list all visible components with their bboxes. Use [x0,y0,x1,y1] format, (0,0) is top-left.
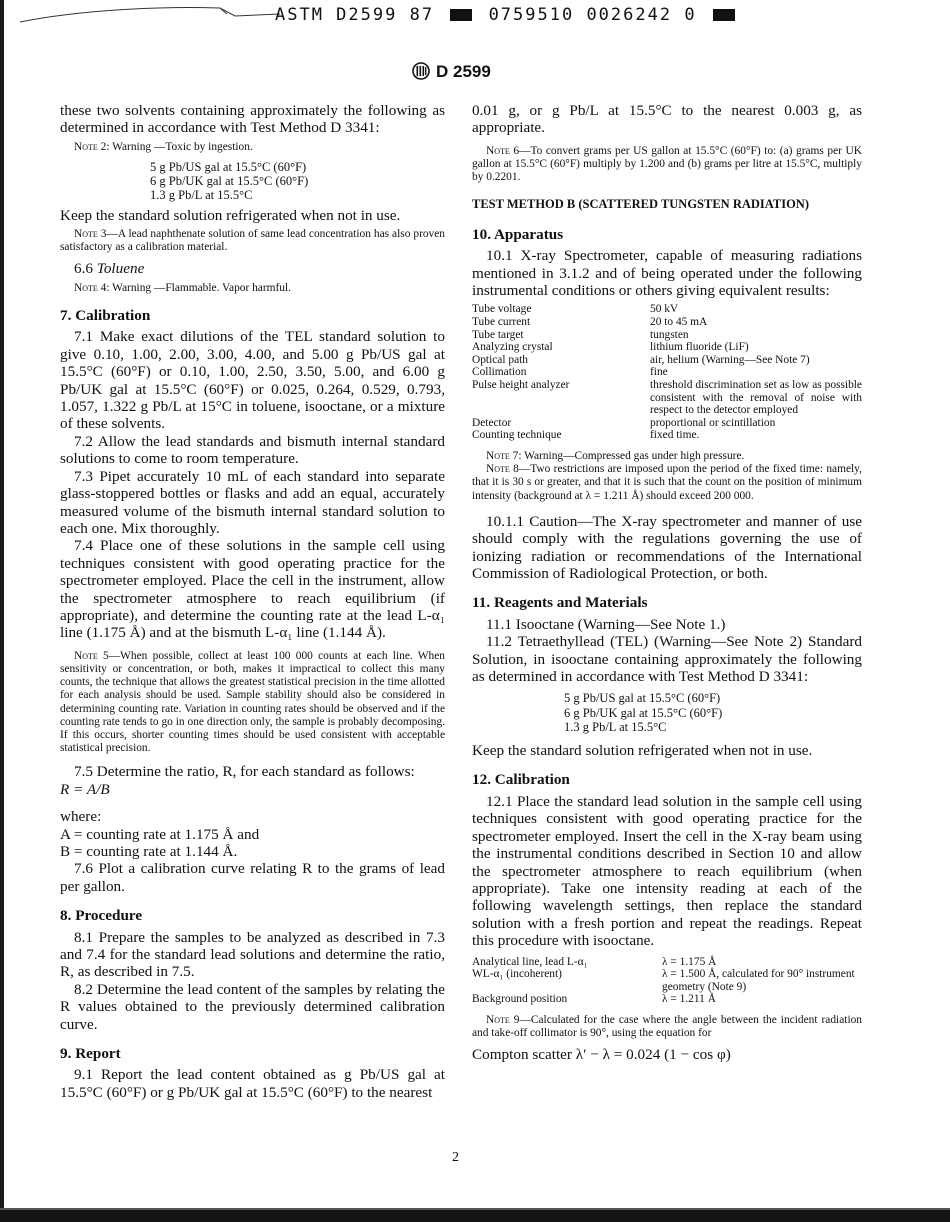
table-row [472,429,862,442]
table-row [472,329,862,342]
right-column [472,102,862,1064]
paragraph-6-6 [60,260,445,277]
parameter-value: air, helium (Warning—See Note 7) [650,353,810,366]
parameter-value: λ = 1.211 Å [662,993,716,1006]
note-8 [472,463,862,503]
concentration-list [60,160,445,203]
parameter-name: Tube voltage [472,303,532,316]
paragraph-11-1: 11.1 Isooctane (Warning—See Note 1.) [486,615,726,633]
paragraph-9-1: 9.1 Report the lead content obtained as g Pb/US gal at 15.5°C (60°F) or g Pb/UK gal at 15.5°C (60°F) to the nearest [60,1066,445,1101]
page-title [412,62,491,82]
concentration-item: 5 g Pb/US gal at 15.5°C (60°F) [150,160,307,175]
note-label: Note 3 [74,228,107,241]
parameter-value: fine [650,366,668,379]
note-text: Warning —Toxic by ingestion. [109,140,253,153]
note-text: —To convert grams per US gallon at 15.5°C (60°F) to: (a) grams per UK gallon at 15.5°C (60°F) multiply by 1.200 and (b) grams per litre at 15.5°C, multiply by 0.2201. [472,144,862,184]
paragraph-7-2: 7.2 Allow the lead standards and bismuth internal standard solutions to come to room temperature. [60,432,445,468]
note-label: Note 4: [74,281,110,294]
parameter-name: Counting technique [472,429,562,442]
scan-code-a: ASTM D2599 87 [275,5,435,25]
parameter-name: Background position [472,993,568,1006]
concentration-item: 6 g Pb/UK gal at 15.5°C (60°F) [564,705,723,720]
table-row [472,303,862,316]
where-label: where: [60,808,102,826]
note-5 [60,650,445,756]
keep-refrigerated: Keep the standard solution refrigerated when not in use. [60,206,401,224]
definition-b: B = counting rate at 1.144 Å. [60,843,238,861]
parameter-value: λ = 1.500 Å, calculated for 90° instrument geometry (Note 9) [662,968,855,993]
section-heading-11: 11. Reagents and Materials [472,594,648,612]
wavelength-settings-table [472,956,862,1006]
table-row [472,993,862,1006]
table-row [472,366,862,379]
para-number: 6.6 [74,260,97,278]
note-label: Note 7: [486,449,522,462]
scan-edge-bottom [0,1210,950,1222]
parameter-value: proportional or scintillation [650,416,776,429]
concentration-item: 5 g Pb/US gal at 15.5°C (60°F) [564,691,721,706]
paragraph-8-1: 8.1 Prepare the samples to be analyzed as described in 7.3 and 7.4 for the standard lead solutions and determine the ratio, R, as described in 7.5. [60,928,445,981]
concentration-item: 1.3 g Pb/L at 15.5°C [564,719,667,734]
table-row [472,341,862,354]
keep-refrigerated: Keep the standard solution refrigerated when not in use. [472,742,813,760]
section-heading-7: 7. Calibration [60,307,151,325]
scan-header-line [0,0,950,32]
note-7 [472,450,862,463]
note-3 [60,228,445,254]
concentration-item: 6 g Pb/UK gal at 15.5°C (60°F) [150,174,309,189]
table-row [472,354,862,367]
note-4 [60,282,445,295]
note-text: —Calculated for the case where the angle between the incident radiation and take-off collimator is 90°, using the equation for [472,1013,862,1040]
parameter-name: Analyzing crystal [472,341,553,354]
note-text: —A lead naphthenate solution of same lead concentration has also proven satisfactory as a calibration material. [60,228,446,254]
parameter-name: Detector [472,416,512,429]
parameter-name: Tube target [472,328,524,341]
table-row [472,956,862,969]
parameter-value: 50 kV [650,303,679,316]
note-text: —When possible, collect at least 100 000 counts at each line. When sensitivity or concentration, or both, makes it impractical to collect this many counts, the technique that allows the greatest statistical precision in the time allotted for each analysis should be used. Sample stability should also be considered in determining counting rate. Variation in counting rates should be observed and if the counting rate tends to go in one direction only, the sample is probably decomposing. If this occurs, shorter counting times should be used consistent with acceptable statistical precision. [60,649,445,755]
parameter-name: Optical path [472,353,528,366]
test-method-b-title: TEST METHOD B (SCATTERED TUNGSTEN RADIATION) [472,197,809,212]
note-label: Note 8 [486,463,519,476]
page-number: 2 [452,1150,459,1165]
section-heading-12: 12. Calibration [472,771,570,789]
parameter-value: λ = 1.175 Å [662,955,717,968]
concentration-list [472,691,862,734]
parameter-value: lithium fluoride (LiF) [650,341,749,354]
instrument-conditions-table [472,303,862,442]
paragraph-10-1: 10.1 X-ray Spectrometer, capable of measuring radiations mentioned in 3.1.2 and of being operated under the following instrumental conditions or others giving equivalent results: [472,247,862,300]
scan-edge-left [0,0,4,1222]
note-label: Note 5 [74,649,109,662]
designation: D 2599 [436,62,491,81]
paragraph-11-2: 11.2 Tetraethyllead (TEL) (Warning—See Note 2) Standard Solution, in isooctane containing approximately the following as determined in accordance with Test Method D 3341: [472,633,862,686]
scan-code [275,5,739,25]
note-text: —Two restrictions are imposed upon the period of the fixed time: namely, that it is 30 s or greater, and that it is such that the count on the position of minimum intensity (background at λ = 1.211 Å) should exceed 200 000. [472,463,862,502]
table-row [472,417,862,430]
compton-equation: Compton scatter λ′ − λ = 0.024 (1 − cos φ) [472,1046,731,1064]
definition-a: A = counting rate at 1.175 Å and [60,825,260,843]
note-text: Warning—Compressed gas under high pressure. [521,449,745,462]
concentration-item: 1.3 g Pb/L at 15.5°C [150,188,253,203]
table-row [472,379,862,417]
astm-logo-icon [412,62,430,80]
paragraph-12-1: 12.1 Place the standard lead solution in the sample cell using techniques consistent with good operating practice for the spectrometer employed. Insert the cell in the X-ray beam using the instrumental conditions described in Section 10 and allow the spectrometer atmosphere to reach equilibrium (when appropriate). Take one intensity reading at each of the following wavelength settings, then replace the standard solution with a fresh portion and repeat the readings. Repeat this procedure with isooctane. [472,792,862,950]
redaction-block [713,9,735,21]
table-row [472,968,862,993]
parameter-name: WL-α₁ (incoherent) [472,968,562,981]
note-label: Note 6 [486,144,520,157]
note-label: Note 9 [486,1013,520,1026]
paragraph-8-2: 8.2 Determine the lead content of the samples by relating the R values obtained to the previously determined calibration curve. [60,980,445,1033]
section-heading-10: 10. Apparatus [472,225,564,243]
parameter-value: fixed time. [650,429,700,442]
parameter-name: Tube current [472,316,531,329]
continued-text: 0.01 g, or g Pb/L at 15.5°C to the nearest 0.003 g, as appropriate. [472,102,862,137]
parameter-value: 20 to 45 mA [650,316,708,329]
table-row [472,316,862,329]
para-term: Toluene [96,260,145,278]
intro-text: these two solvents containing approximately the following as determined in accordance with Test Method D 3341: [60,102,445,137]
parameter-name: Analytical line, lead L-α₁ [472,955,588,968]
note-9 [472,1014,862,1040]
parameter-value: threshold discrimination set as low as possible consistent with the removal of noise with respect to the detector employed [650,379,862,417]
paragraph-7-3: 7.3 Pipet accurately 10 mL of each standard into separate glass-stoppered bottles or flasks and add an equal, accurately measured volume of the bismuth internal standard solution to each one. Mix thoroughly. [60,467,445,537]
ratio-formula: R = A/B [60,780,110,798]
note-label: Note 2: [74,140,110,153]
paragraph-7-6: 7.6 Plot a calibration curve relating R to the grams of lead per gallon. [60,860,445,895]
paragraph-7-1: 7.1 Make exact dilutions of the TEL standard solution to give 0.10, 1.00, 2.00, 3.00, 4.00, and 5.00 g Pb/US gal at 15.5°C (60°F) or 0.10, 1.00, 2.50, 3.50, 5.00, and 6.00 g Pb/UK gal at 15.5°C (60°F) or 0.025, 0.264, 0.529, 0.793, 1.057, 1.322 g Pb/L at 15°C in toluene, isooctane, or a mixture of these solvents. [60,328,445,433]
paragraph-7-5: 7.5 Determine the ratio, R, for each standard as follows: [74,763,415,781]
parameter-name: Pulse height analyzer [472,379,570,392]
paragraph-7-4: 7.4 Place one of these solutions in the sample cell using techniques consistent with good operating practice for the spectrometer employed. Place the cell in the instrument, allow the spectrometer atmosphere to reach equilibrium (if appropriate), and determine the counting rate at the lead L-α₁ line (1.175 Å) and at the bismuth L-α₁ line (1.144 Å). [60,537,445,642]
note-6 [472,145,862,185]
redaction-block [450,9,472,21]
parameter-name: Collimation [472,366,527,379]
note-2 [60,141,445,154]
scan-code-b: 0759510 0026242 0 [488,5,697,25]
section-heading-9: 9. Report [60,1045,121,1063]
section-heading-8: 8. Procedure [60,907,143,925]
paragraph-10-1-1: 10.1.1 Caution—The X-ray spectrometer and manner of use should comply with the regulations governing the use of ionizing radiation or recommendations of the International Commission of Radiological Protection, or both. [472,512,862,583]
parameter-value: tungsten [650,328,689,341]
left-column [60,102,445,1101]
note-text: Warning —Flammable. Vapor harmful. [109,281,292,294]
